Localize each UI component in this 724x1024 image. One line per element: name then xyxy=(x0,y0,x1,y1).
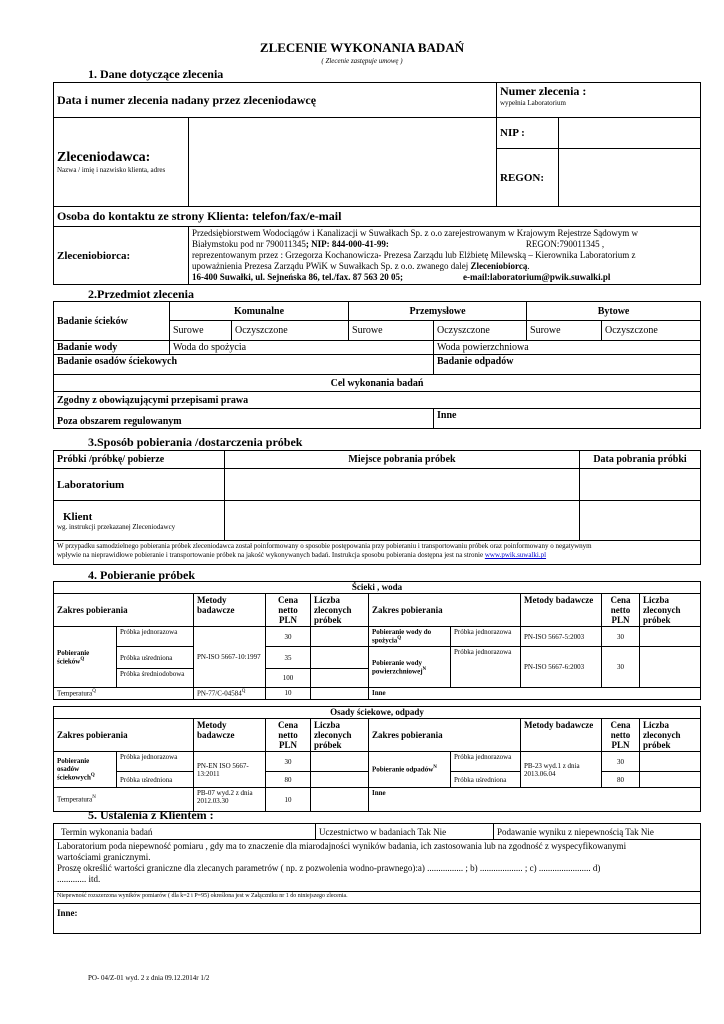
limits-line-4: ............. itd. xyxy=(57,874,101,884)
sludge-averaged-count[interactable] xyxy=(311,772,369,788)
count-header-right: Liczba zleconych próbek xyxy=(640,594,701,627)
temperature-price: 10 xyxy=(266,688,311,700)
count-header-2: Liczba zleconych próbek xyxy=(311,719,369,752)
document-subtitle: ( Zlecenie zastępuje umowę ) xyxy=(321,57,403,65)
limits-line-2: wartościami granicznymi. xyxy=(57,852,151,862)
temperature-count-2[interactable] xyxy=(311,788,369,812)
limits-line-1: Laboratorium poda niepewność pomiaru , gdy ma to znaczenie dla miarodajności wyników badania, ich zastosowania lub na zgodność z wyspecyfikowanymi xyxy=(57,841,627,851)
section-5-heading: 5. Ustalenia z Klientem : xyxy=(88,808,214,822)
client-date-cell[interactable] xyxy=(580,501,701,541)
order-date-number-label: Data i numer zlecenia nadany przez zleceniodawcę xyxy=(54,83,497,118)
wastewater-testing-label: Badanie ścieków xyxy=(54,302,170,341)
section-5-table xyxy=(53,823,701,934)
contractor-label: Zleceniobiorca: xyxy=(54,227,189,285)
domestic-header: Bytowe xyxy=(527,302,701,321)
surface-water-price: 30 xyxy=(602,647,640,688)
domestic-treated-option[interactable]: Oczyszczone xyxy=(602,321,701,341)
participation-option[interactable]: Uczestnictwo w badaniach Tak Nie xyxy=(316,824,494,840)
surface-water-option[interactable]: Woda powierzchniowa xyxy=(434,341,701,355)
limits-line-3: Proszę określić wartości graniczne dla zlecanych parametrów ( np. z pozwolenia wodno-prawnego):a) ................ ; b) ................... ; c) ....................... d) xyxy=(57,863,601,873)
sludge-testing-option[interactable]: Badanie osadów ściekowych xyxy=(54,355,434,375)
limits-section[interactable] xyxy=(54,840,701,892)
section-4-heading: 4. Pobieranie próbek xyxy=(88,568,195,582)
drinking-water-sampling-label: Pobieranie wody do spożycia$^Q$ xyxy=(369,627,451,647)
waste-averaged-price: 80 xyxy=(602,772,640,788)
methods-header: Metody badawcze xyxy=(194,594,266,627)
surface-water-method: PN-ISO 5667-6:2003 xyxy=(521,647,602,688)
contractor-line-1: Przedsiębiorstwem Wodociągów i Kanalizacji w Suwałkach Sp. z o.o zarejestrowanym w Krajowym Rejestrze Sądowym w xyxy=(192,228,638,238)
wastewater-daily-sample: Próbka średniodobowa xyxy=(117,669,194,688)
client-label-cell xyxy=(54,118,189,207)
municipal-treated-option[interactable]: Oczyszczone xyxy=(232,321,349,341)
contractor-line-4: upoważnienia Prezesa Zarządu PWiK w Suwałkach Sp. z o.o. zwanego dalej Zleceniobiorcą. xyxy=(192,261,530,271)
pwik-website-link[interactable]: www.pwik.suwalki.pl xyxy=(484,551,547,559)
contractor-details xyxy=(189,227,701,285)
wastewater-water-title: Ścieki , woda xyxy=(54,582,701,594)
temperature-method: $PN-77/C-04584^Q$ xyxy=(194,688,266,700)
contractor-line-2: Białymstoku pod nr 790011345; NIP: 844-000-41-99: REGON:790011345 , xyxy=(192,239,605,249)
order-number-cell[interactable] xyxy=(497,83,701,118)
other-sampling-left[interactable]: Inne xyxy=(369,688,701,700)
sampling-date-column-header: Data pobrania próbki xyxy=(580,451,701,469)
sludge-single-price: 30 xyxy=(266,752,311,772)
water-testing-label: Badanie wody xyxy=(54,341,170,355)
drinking-water-count[interactable] xyxy=(640,627,701,647)
temperature-label-2: Temperatura$^N$ xyxy=(54,788,194,812)
document-footer: PO- 04/Z-01 wyd. 2 z dnia 09.12.2014r 1/2 xyxy=(88,974,210,982)
wastewater-averaged-price: 35 xyxy=(266,647,311,669)
scope-header-2-right: Zakres pobierania xyxy=(369,719,521,752)
nip-input-cell[interactable] xyxy=(559,118,701,149)
scope-header: Zakres pobierania xyxy=(54,594,194,627)
regon-label: REGON: xyxy=(497,149,559,207)
industrial-raw-option[interactable]: Surowe xyxy=(349,321,434,341)
wastewater-averaged-count[interactable] xyxy=(311,647,369,669)
nip-label: NIP : xyxy=(497,118,559,149)
section-3-table xyxy=(53,450,701,565)
sludge-single-count[interactable] xyxy=(311,752,369,772)
sludge-sampling-label: Pobieranie osadów ściekowych$^Q$ xyxy=(54,752,117,788)
sampling-instruction-note: W przypadku samodzielnego pobierania próbek zleceniodawca został poinformowany o sposobie postępowania przy pobieraniu i transportowaniu próbek oraz poinformowany o negatywnym wpływie na nieprawidłowe pobieranie i transportowanie próbek na jakość wykonywanych badań. Instrukcja sposobu pobierania dostępna jest na stronie www.pwik.suwalki.pl xyxy=(54,541,701,565)
sludge-averaged-price: 80 xyxy=(266,772,311,788)
uncertainty-note: Niepewność rozszerzona wyników pomiarów ( dla k=2 i P=95) określona jest w Załączniku nr 1 do niniejszego zlecenia. xyxy=(54,892,701,904)
sludge-single-sample: Próbka jednorazowa xyxy=(117,752,194,772)
wastewater-single-count[interactable] xyxy=(311,627,369,647)
waste-single-count[interactable] xyxy=(640,752,701,772)
waste-averaged-sample: Próbka uśredniona xyxy=(451,772,521,788)
other-sampling-2[interactable]: Inne xyxy=(369,788,701,812)
sludge-waste-title: Osady ściekowe, odpady xyxy=(54,707,701,719)
waste-method: PB-23 wyd.1 z dnia 2013.06.04 xyxy=(521,752,602,788)
scope-header-right: Zakres pobierania xyxy=(369,594,521,627)
wastewater-method: PN-ISO 5667-10:1997 xyxy=(194,627,266,688)
methods-header-2-right: Metody badawcze xyxy=(521,719,602,752)
temperature-label: Temperatura$^Q$ xyxy=(54,688,194,700)
municipal-header: Komunalne xyxy=(170,302,349,321)
other-purpose-option[interactable]: Inne xyxy=(434,409,701,429)
drinking-water-single-sample: Próbka jednorazowa xyxy=(451,627,521,647)
laboratory-place-cell[interactable] xyxy=(225,469,580,501)
temperature-count[interactable] xyxy=(311,688,369,700)
sludge-method: PN-EN ISO 5667-13:2011 xyxy=(194,752,266,788)
laboratory-date-cell[interactable] xyxy=(580,469,701,501)
waste-single-sample: Próbka jednorazowa xyxy=(451,752,521,772)
industrial-treated-option[interactable]: Oczyszczone xyxy=(434,321,527,341)
wastewater-sampling-label: Pobieranie ścieków$^Q$ xyxy=(54,627,117,688)
testing-purpose-header: Cel wykonania badań xyxy=(54,375,701,392)
client-sampler-cell[interactable] xyxy=(54,501,225,541)
uncertainty-option[interactable]: Podawanie wyniku z niepewnością Tak Nie xyxy=(494,824,701,840)
surface-water-sampling-label: Pobieranie wody powierzchniowej$^N$ xyxy=(369,647,451,688)
contractor-line-5: 16-400 Suwałki, ul. Sejneńska 86, tel./fax. 87 563 20 05; e-mail:laboratorium@pwik.suwalki.pl xyxy=(192,272,611,282)
municipal-raw-option[interactable]: Surowe xyxy=(170,321,232,341)
order-number-label: Numer zlecenia : xyxy=(500,84,587,98)
count-header: Liczba zleconych próbek xyxy=(311,594,369,627)
drinking-water-method: PN-ISO 5667-5:2003 xyxy=(521,627,602,647)
client-label: Zleceniodawca: xyxy=(57,150,151,165)
other-notes-field[interactable]: Inne: xyxy=(54,904,701,934)
section-3-heading: 3.Sposób pobierania /dostarczenia próbek xyxy=(88,435,303,449)
waste-testing-option[interactable]: Badanie odpadów xyxy=(434,355,701,375)
client-input-cell[interactable] xyxy=(189,118,497,207)
temperature-method-2: PB-07 wyd.2 z dnia 2012.03.30 xyxy=(194,788,266,812)
price-header-2: Cena netto PLN xyxy=(266,719,311,752)
price-header: Cena netto PLN xyxy=(266,594,311,627)
waste-averaged-count[interactable] xyxy=(640,772,701,788)
price-header-right: Cena netto PLN xyxy=(602,594,640,627)
client-sublabel: Nazwa / imię i nazwisko klienta, adres xyxy=(57,166,166,174)
wastewater-daily-count[interactable] xyxy=(311,669,369,688)
outside-regulated-option[interactable]: Poza obszarem regulowanym xyxy=(54,409,434,429)
domestic-raw-option[interactable]: Surowe xyxy=(527,321,602,341)
client-place-cell[interactable] xyxy=(225,501,580,541)
client-sampler-sublabel: wg. instrukcji przekazanej Zleceniodawcy xyxy=(57,522,176,531)
regon-input-cell[interactable] xyxy=(559,149,701,207)
waste-single-price: 30 xyxy=(602,752,640,772)
contractor-line-3: reprezentowanym przez : Grzegorza Kochanowicza- Prezesa Zarządu lub Elżbietę Milewską – Kierownika Laboratorium z xyxy=(192,250,636,260)
wastewater-averaged-sample: Próbka uśredniona xyxy=(117,647,194,669)
section-2-heading: 2.Przedmiot zlecenia xyxy=(88,287,194,301)
section-1-heading: 1. Dane dotyczące zlecenia xyxy=(88,67,224,81)
wastewater-single-sample: Próbka jednorazowa xyxy=(117,627,194,647)
surface-water-count[interactable] xyxy=(640,647,701,688)
industrial-header: Przemysłowe xyxy=(349,302,527,321)
sampling-table-sludge-waste xyxy=(53,706,701,812)
compliant-regulations-option[interactable]: Zgodny z obowiązującymi przepisami prawa xyxy=(54,392,701,409)
methods-header-right: Metody badawcze xyxy=(521,594,602,627)
turnaround-time-field[interactable]: Termin wykonania badań xyxy=(54,824,316,840)
scope-header-2: Zakres pobierania xyxy=(54,719,194,752)
waste-sampling-label: Pobieranie odpadów$^N$ xyxy=(369,752,451,788)
count-header-2-right: Liczba zleconych próbek xyxy=(640,719,701,752)
sampler-column-header: Próbki /próbkę/ pobierze xyxy=(54,451,225,469)
sampling-place-column-header: Miejsce pobrania próbek xyxy=(225,451,580,469)
sludge-averaged-sample: Próbka uśredniona xyxy=(117,772,194,788)
section-2-table xyxy=(53,301,701,429)
wastewater-single-price: 30 xyxy=(266,627,311,647)
drinking-water-price: 30 xyxy=(602,627,640,647)
temperature-price-2: 10 xyxy=(266,788,311,812)
order-number-sublabel: wypełnia Laboratorium xyxy=(500,99,566,107)
sampling-table-wastewater-water xyxy=(53,581,701,700)
client-sampler-label: Klient xyxy=(63,510,93,523)
methods-header-2: Metody badawcze xyxy=(194,719,266,752)
drinking-water-option[interactable]: Woda do spożycia xyxy=(170,341,434,355)
section-1-table xyxy=(53,82,701,285)
contact-person-label[interactable]: Osoba do kontaktu ze strony Klienta: telefon/fax/e-mail xyxy=(54,207,701,227)
wastewater-daily-price: 100 xyxy=(266,669,311,688)
surface-water-single-sample: Próbka jednorazowa xyxy=(451,647,521,688)
price-header-2-right: Cena netto PLN xyxy=(602,719,640,752)
document-title: ZLECENIE WYKONANIA BADAŃ xyxy=(259,40,465,55)
laboratory-option[interactable]: Laboratorium xyxy=(54,469,225,501)
